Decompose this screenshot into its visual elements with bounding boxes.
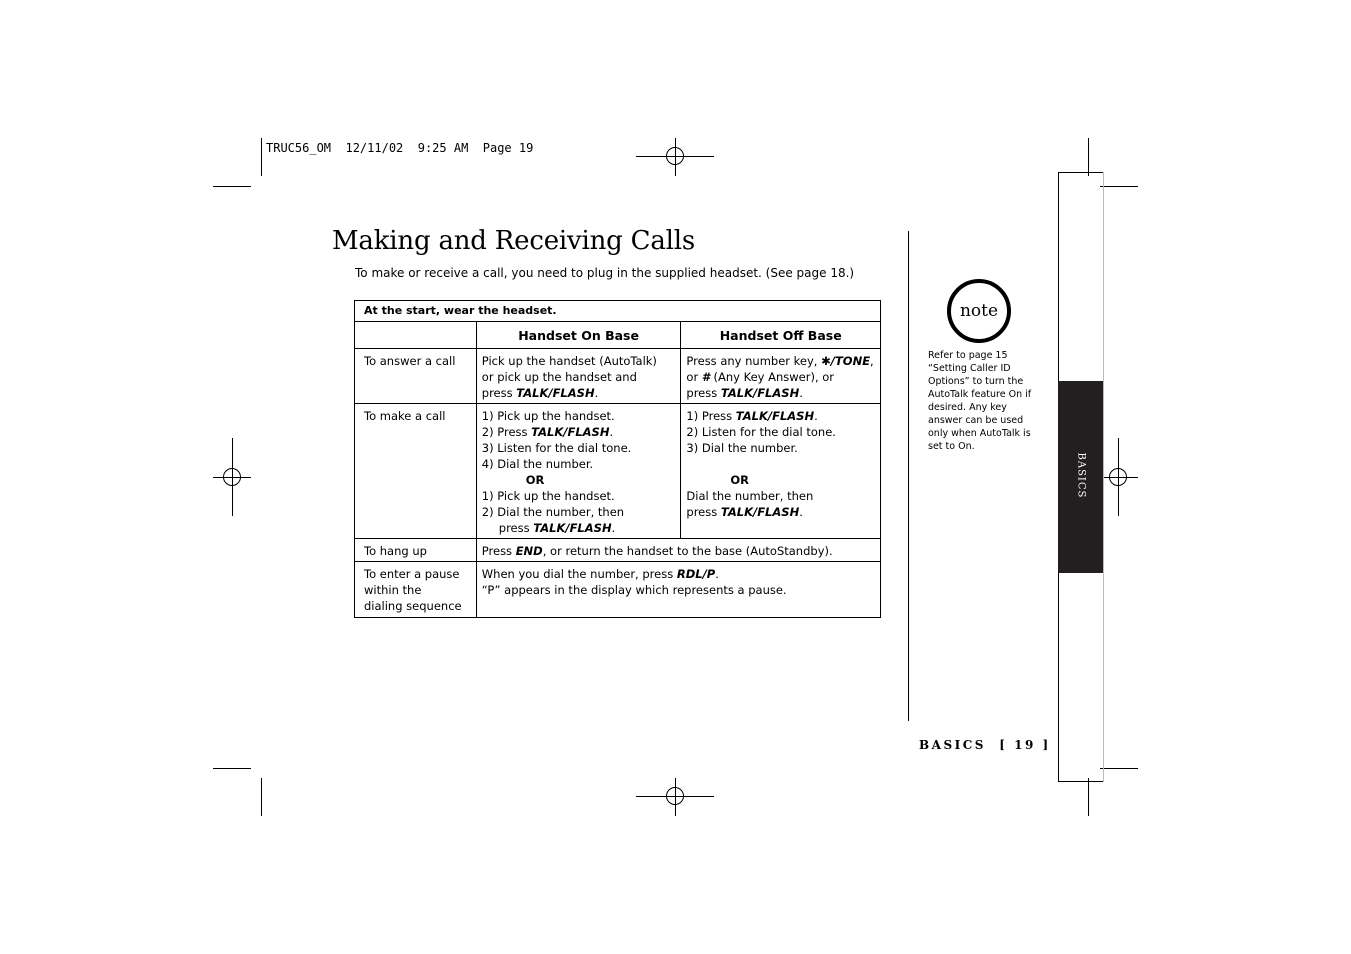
text: . [611, 521, 616, 535]
crop-mark [213, 186, 251, 187]
text: (Any Key Answer), or [709, 370, 835, 384]
text: . [594, 386, 599, 400]
crop-mark [261, 138, 262, 176]
print-slug: TRUC56_OM 12/11/02 9:25 AM Page 19 [266, 141, 534, 155]
cell-line [482, 424, 676, 440]
or-separator: OR [730, 473, 750, 487]
cell-line [482, 520, 676, 536]
cell-on-base [476, 349, 681, 404]
crop-mark [1100, 186, 1138, 187]
cell-line: 1) Pick up the handset. [481, 409, 615, 423]
cell-line: dialing sequence [364, 599, 462, 613]
key-name: RDL/P [676, 567, 716, 581]
cell-line [686, 369, 875, 385]
note-text: Refer to page 15 “Setting Caller ID Options” to turn the AutoTalk feature On if desired. Any key answer can be used only when AutoTalk is set to On. [928, 350, 1032, 452]
table-row [355, 562, 881, 618]
cell-line: within the [364, 583, 422, 597]
cell-line [686, 408, 875, 424]
text: press [498, 521, 534, 535]
column-header-on-base: Handset On Base [476, 322, 681, 349]
page-footer: BASICS [ 19 ] [919, 738, 1051, 752]
cell-line: or pick up the handset and [481, 370, 637, 384]
key-name: TALK/FLASH [720, 505, 800, 519]
cell-line [686, 353, 875, 369]
or-separator: OR [525, 473, 545, 487]
key-name: TALK/FLASH [516, 386, 595, 400]
tab-edge-line [1058, 172, 1103, 173]
crop-mark [261, 778, 262, 816]
section-tab-label: BASICS [1075, 452, 1087, 499]
intro-text: To make or receive a call, you need to plug in the supplied headset. (See page 18.) [355, 266, 855, 280]
text: press [686, 386, 721, 400]
cell-off-base [681, 404, 881, 539]
cell-on-base [476, 404, 681, 539]
text: . [799, 386, 803, 400]
table-row [355, 404, 881, 539]
cell-line: 3) Dial the number. [686, 441, 798, 455]
tab-edge-line [1058, 781, 1103, 782]
text: or [686, 370, 702, 384]
column-divider [908, 231, 909, 721]
text: . [814, 409, 818, 423]
key-name: TALK/FLASH [720, 386, 800, 400]
text: 2) Press [481, 425, 532, 439]
key-name: TALK/FLASH [533, 521, 612, 535]
cell-line: 1) Pick up the handset. [481, 489, 615, 503]
row-label [355, 562, 477, 618]
spacer [686, 456, 875, 472]
table-row [355, 349, 881, 404]
text: , [870, 354, 874, 368]
crop-mark [1100, 768, 1138, 769]
cell-merged [476, 562, 880, 618]
cell-line [686, 504, 875, 520]
text: , or return the handset to the base (AutoStandby). [542, 544, 833, 558]
crop-mark [213, 768, 251, 769]
key-name: # [701, 370, 710, 384]
text: . [715, 567, 719, 581]
cell-line: Dial the number, then [686, 489, 814, 503]
calls-table [354, 300, 881, 618]
text: press [686, 505, 721, 519]
text: Press any number key, [686, 354, 822, 368]
cell-merged [476, 539, 880, 562]
row-label: To hang up [355, 539, 477, 562]
row-label: To make a call [355, 404, 477, 539]
registration-circle [223, 468, 241, 486]
crop-mark [1088, 778, 1089, 816]
text: 1) Press [686, 409, 736, 423]
table-row [355, 539, 881, 562]
cell-line: Pick up the handset (AutoTalk) [481, 354, 657, 368]
cell-line [686, 385, 875, 401]
table-head-note: At the start, wear the headset. [355, 301, 881, 322]
cell-line: 2) Listen for the dial tone. [686, 425, 836, 439]
column-header-off-base: Handset Off Base [681, 322, 881, 349]
text: . [609, 425, 614, 439]
cell-line: 2) Dial the number, then [481, 505, 625, 519]
table-row [355, 301, 881, 322]
crop-mark [1088, 138, 1089, 176]
registration-circle [1109, 468, 1127, 486]
page-title: Making and Receiving Calls [332, 226, 696, 256]
registration-circle [666, 147, 684, 165]
cell-line: “P” appears in the display which represents a pause. [481, 583, 787, 597]
key-name: TALK/FLASH [531, 425, 610, 439]
key-name: END [515, 544, 543, 558]
tab-edge-line [1103, 172, 1104, 782]
empty-header-cell [355, 322, 477, 349]
note-icon: note [947, 279, 1011, 343]
row-label: To answer a call [355, 349, 477, 404]
key-name: ✱/TONE [821, 354, 871, 368]
cell-line [482, 566, 875, 582]
cell-line: 3) Listen for the dial tone. [481, 441, 632, 455]
cell-line: To enter a pause [364, 567, 460, 581]
text: When you dial the number, press [481, 567, 677, 581]
text: Press [481, 544, 516, 558]
cell-line [482, 385, 676, 401]
text: . [799, 505, 803, 519]
text: press [481, 386, 517, 400]
key-name: TALK/FLASH [735, 409, 815, 423]
registration-circle [666, 787, 684, 805]
cell-line: 4) Dial the number. [481, 457, 594, 471]
cell-off-base [681, 349, 881, 404]
table-row [355, 322, 881, 349]
